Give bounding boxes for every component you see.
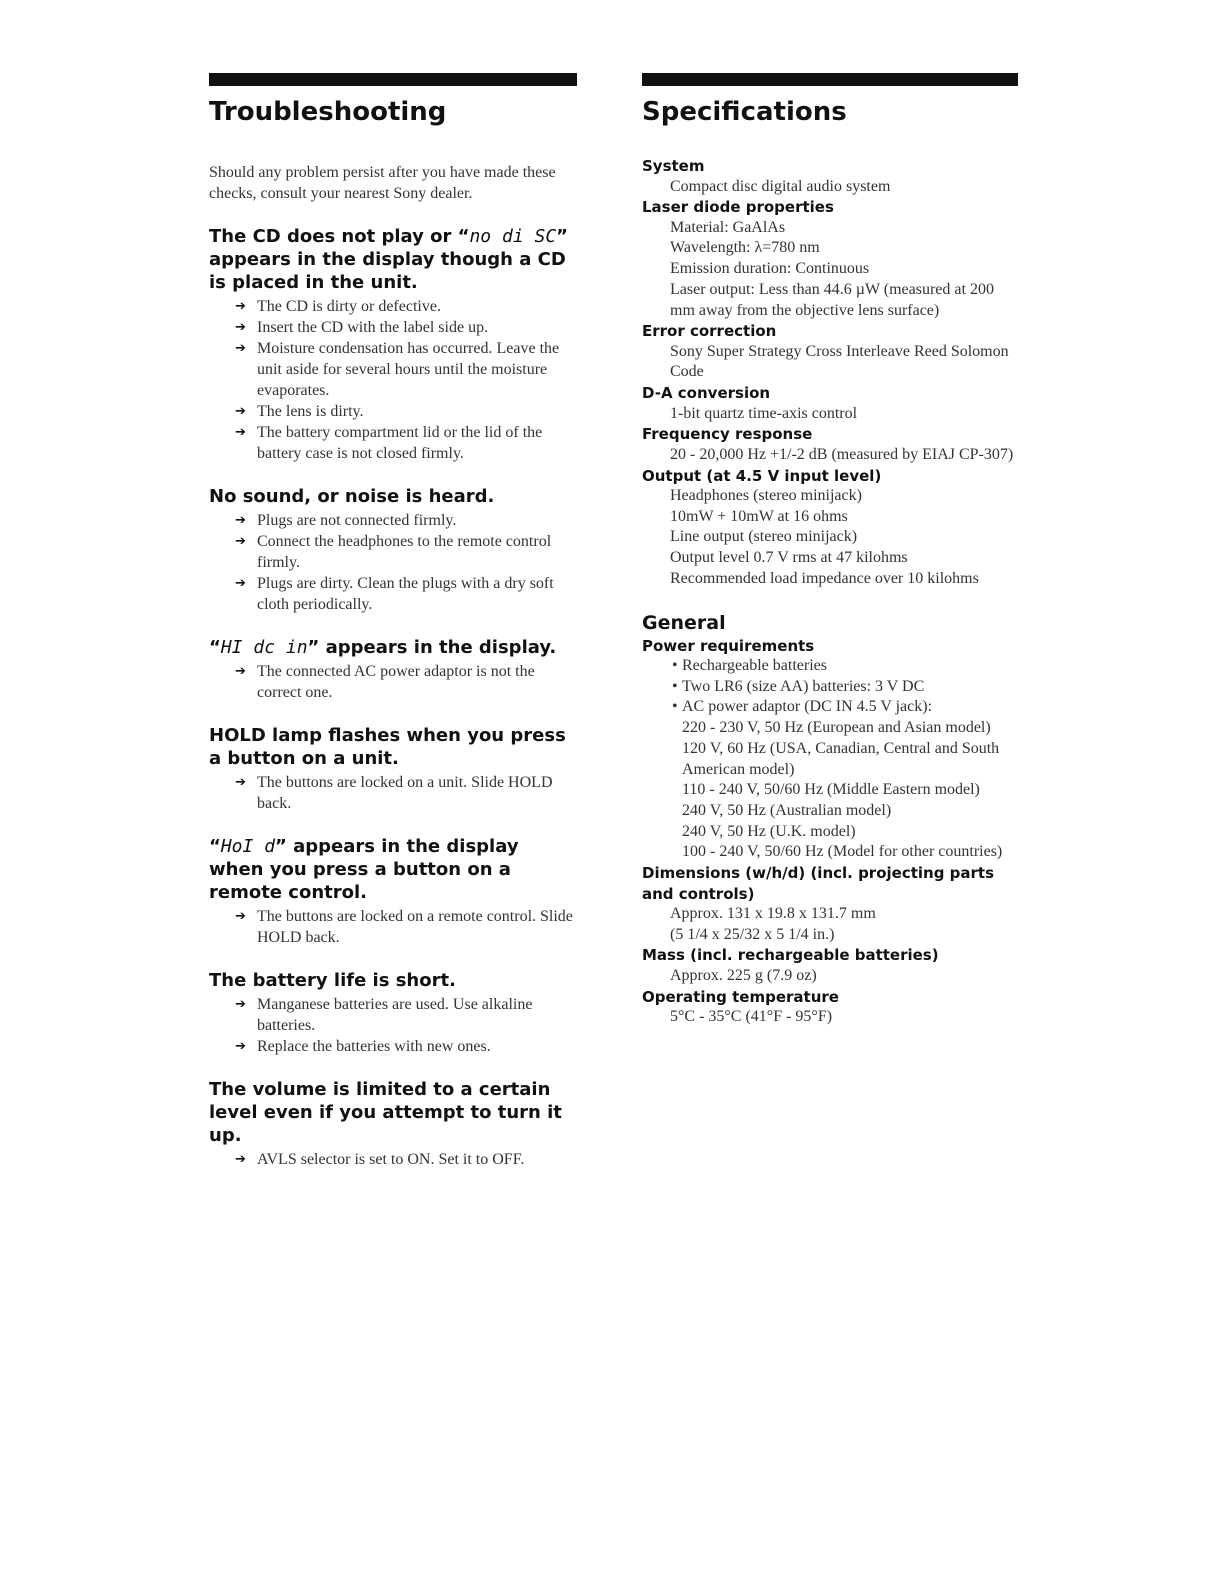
spec-value: Headphones (stereo minijack)	[670, 487, 862, 505]
spec-list	[642, 156, 1022, 1028]
remedy-item	[209, 338, 577, 401]
spec-value: Wavelength: λ=780 nm	[670, 239, 820, 257]
issue-block	[209, 225, 577, 464]
issue-heading	[209, 835, 577, 904]
issue-heading-text: No sound, or noise is heard.	[209, 486, 495, 507]
arrow-right-icon: ➔	[235, 425, 246, 440]
remedy-item	[209, 772, 577, 814]
spec-label: D-A conversion	[642, 384, 771, 403]
section-rule	[642, 73, 1018, 86]
power-item	[642, 677, 1022, 698]
bullet-icon: •	[672, 657, 678, 675]
power-item-text: AC power adaptor (DC IN 4.5 V jack):	[682, 698, 933, 716]
spec-label: Laser diode properties	[642, 198, 834, 217]
issue-heading-text: The battery life is short.	[209, 970, 456, 991]
remedy-item	[209, 510, 577, 531]
power-item	[642, 656, 1022, 677]
bullet-icon: •	[672, 698, 678, 716]
spec-value: Recommended load impedance over 10 kilohms	[670, 569, 979, 587]
issue-heading	[209, 636, 577, 659]
remedy-text: The CD is dirty or defective.	[257, 298, 441, 315]
remedy-text: The connected AC power adaptor is not the correct one.	[257, 663, 535, 701]
issue-heading	[209, 969, 577, 992]
arrow-right-icon: ➔	[235, 404, 246, 419]
issue-heading-text: ” appears in the display though a CD is placed in the unit.	[209, 226, 569, 293]
remedy-list	[209, 994, 577, 1057]
spec-value: Laser output: Less than 44.6 µW (measured at 200 mm away from the objective lens surface)	[670, 280, 994, 319]
issue-heading-text: The CD does not play or “	[209, 226, 470, 247]
remedy-item	[209, 422, 577, 464]
spec-frequency-response	[642, 424, 1022, 465]
spec-value: Material: GaAlAs	[670, 218, 786, 236]
remedy-text: Moisture condensation has occurred. Leave the unit aside for several hours until the moisture evaporates.	[257, 340, 560, 399]
arrow-right-icon: ➔	[235, 1039, 246, 1054]
remedy-text: Insert the CD with the label side up.	[257, 319, 489, 336]
spec-label: Error correction	[642, 322, 777, 341]
spec-value: 20 - 20,000 Hz +1/-2 dB (measured by EIAJ CP-307)	[670, 445, 1014, 463]
spec-label: Frequency response	[642, 425, 813, 444]
arrow-right-icon: ➔	[235, 534, 246, 549]
remedy-text: The battery compartment lid or the lid of the battery case is not closed firmly.	[257, 424, 543, 462]
issue-block	[209, 835, 577, 948]
spec-label: Mass (incl. rechargeable batteries)	[642, 946, 939, 965]
spec-da-conversion	[642, 383, 1022, 424]
spec-value: Line output (stereo minijack)	[670, 528, 858, 546]
arrow-right-icon: ➔	[235, 341, 246, 356]
troubleshooting-section	[209, 73, 577, 1170]
spec-value: Approx. 225 g (7.9 oz)	[670, 966, 817, 984]
remedy-list	[209, 661, 577, 703]
remedy-item	[209, 296, 577, 317]
arrow-right-icon: ➔	[235, 320, 246, 335]
issue-list	[209, 225, 577, 1170]
remedy-item	[209, 994, 577, 1036]
power-model: 240 V, 50 Hz (Australian model)	[682, 801, 892, 819]
specifications-title: Specifications	[642, 97, 847, 127]
spec-value: 10mW + 10mW at 16 ohms	[670, 507, 848, 525]
power-item-text: Rechargeable batteries	[682, 657, 827, 675]
spec-mass	[642, 945, 1022, 986]
spec-system	[642, 156, 1022, 197]
remedy-item	[209, 1036, 577, 1057]
issue-heading	[209, 724, 577, 770]
section-rule	[209, 73, 577, 86]
spec-value: 5°C - 35°C (41°F - 95°F)	[670, 1008, 833, 1026]
power-model: 120 V, 60 Hz (USA, Canadian, Central and South American model)	[682, 739, 1000, 778]
segment-display-text: HI dc in	[220, 637, 308, 658]
issue-heading	[209, 1078, 577, 1147]
arrow-right-icon: ➔	[235, 997, 246, 1012]
issue-heading-text: “	[209, 836, 221, 857]
spec-power	[642, 636, 1022, 864]
spec-value: Approx. 131 x 19.8 x 131.7 mm	[670, 905, 876, 923]
remedy-list	[209, 906, 577, 948]
arrow-right-icon: ➔	[235, 576, 246, 591]
remedy-text: Plugs are dirty. Clean the plugs with a dry soft cloth periodically.	[257, 575, 554, 613]
remedy-text: Plugs are not connected firmly.	[257, 512, 457, 529]
segment-display-text: HoI d	[220, 836, 276, 857]
remedy-list	[209, 296, 577, 464]
spec-label: Dimensions (w/h/d) (incl. projecting parts and controls)	[642, 864, 995, 903]
issue-block	[209, 724, 577, 814]
arrow-right-icon: ➔	[235, 664, 246, 679]
power-model: 240 V, 50 Hz (U.K. model)	[682, 822, 856, 840]
spec-label: Operating temperature	[642, 987, 839, 1006]
remedy-text: The buttons are locked on a remote control. Slide HOLD back.	[257, 908, 573, 946]
bullet-icon: •	[672, 677, 678, 695]
spec-value: Sony Super Strategy Cross Interleave Reed Solomon Code	[670, 342, 1009, 381]
issue-heading-text: The volume is limited to a certain level even if you attempt to turn it up.	[209, 1079, 562, 1146]
power-model: 110 - 240 V, 50/60 Hz (Middle Eastern model)	[682, 781, 980, 799]
troubleshooting-intro: Should any problem persist after you have made these checks, consult your nearest Sony dealer.	[209, 164, 556, 202]
issue-heading-text: HOLD lamp flashes when you press a button on a unit.	[209, 725, 566, 769]
general-heading: General	[642, 611, 726, 634]
power-list	[642, 656, 1022, 863]
arrow-right-icon: ➔	[235, 909, 246, 924]
spec-error-correction	[642, 321, 1022, 383]
spec-dimensions	[642, 863, 1022, 945]
power-model: 100 - 240 V, 50/60 Hz (Model for other countries)	[682, 843, 1003, 861]
issue-block	[209, 485, 577, 615]
spec-value: Emission duration: Continuous	[670, 260, 870, 278]
remedy-item	[209, 317, 577, 338]
segment-display-text: no di SC	[469, 226, 557, 247]
issue-heading-text: ” appears in the display when you press a button on a remote control.	[209, 836, 519, 903]
remedy-item	[209, 531, 577, 573]
spec-value: 1-bit quartz time-axis control	[670, 404, 858, 422]
remedy-text: AVLS selector is set to ON. Set it to OFF.	[257, 1151, 525, 1168]
issue-heading-text: “	[209, 637, 221, 658]
arrow-right-icon: ➔	[235, 775, 246, 790]
power-item	[642, 697, 1022, 718]
remedy-text: Replace the batteries with new ones.	[257, 1038, 491, 1055]
troubleshooting-title: Troubleshooting	[209, 97, 447, 127]
remedy-item	[209, 401, 577, 422]
spec-value: Output level 0.7 V rms at 47 kilohms	[670, 549, 908, 567]
issue-block	[209, 1078, 577, 1170]
remedy-list	[209, 510, 577, 615]
specifications-section	[642, 73, 1022, 1028]
spec-operating-temperature	[642, 987, 1022, 1028]
issue-heading	[209, 485, 577, 508]
remedy-item	[209, 573, 577, 615]
remedy-text: Connect the headphones to the remote control firmly.	[257, 533, 552, 571]
issue-block	[209, 969, 577, 1057]
issue-heading	[209, 225, 577, 294]
remedy-item	[209, 1149, 577, 1170]
spec-label: Output (at 4.5 V input level)	[642, 466, 882, 485]
spec-label: Power requirements	[642, 636, 815, 655]
arrow-right-icon: ➔	[235, 1152, 246, 1167]
issue-block	[209, 636, 577, 703]
spec-output	[642, 466, 1022, 590]
remedy-text: Manganese batteries are used. Use alkaline batteries.	[257, 996, 533, 1034]
power-item-text: Two LR6 (size AA) batteries: 3 V DC	[682, 677, 925, 695]
remedy-item	[209, 661, 577, 703]
spec-value: Compact disc digital audio system	[670, 177, 891, 195]
issue-heading-text: ” appears in the display.	[307, 637, 557, 658]
spec-value: (5 1/4 x 25/32 x 5 1/4 in.)	[670, 925, 835, 943]
remedy-list	[209, 1149, 577, 1170]
remedy-item	[209, 906, 577, 948]
remedy-text: The buttons are locked on a unit. Slide HOLD back.	[257, 774, 553, 812]
remedy-text: The lens is dirty.	[257, 403, 364, 420]
power-model: 220 - 230 V, 50 Hz (European and Asian model)	[682, 719, 991, 737]
arrow-right-icon: ➔	[235, 299, 246, 314]
spec-laser	[642, 197, 1022, 321]
arrow-right-icon: ➔	[235, 513, 246, 528]
remedy-list	[209, 772, 577, 814]
spec-label: System	[642, 157, 705, 175]
